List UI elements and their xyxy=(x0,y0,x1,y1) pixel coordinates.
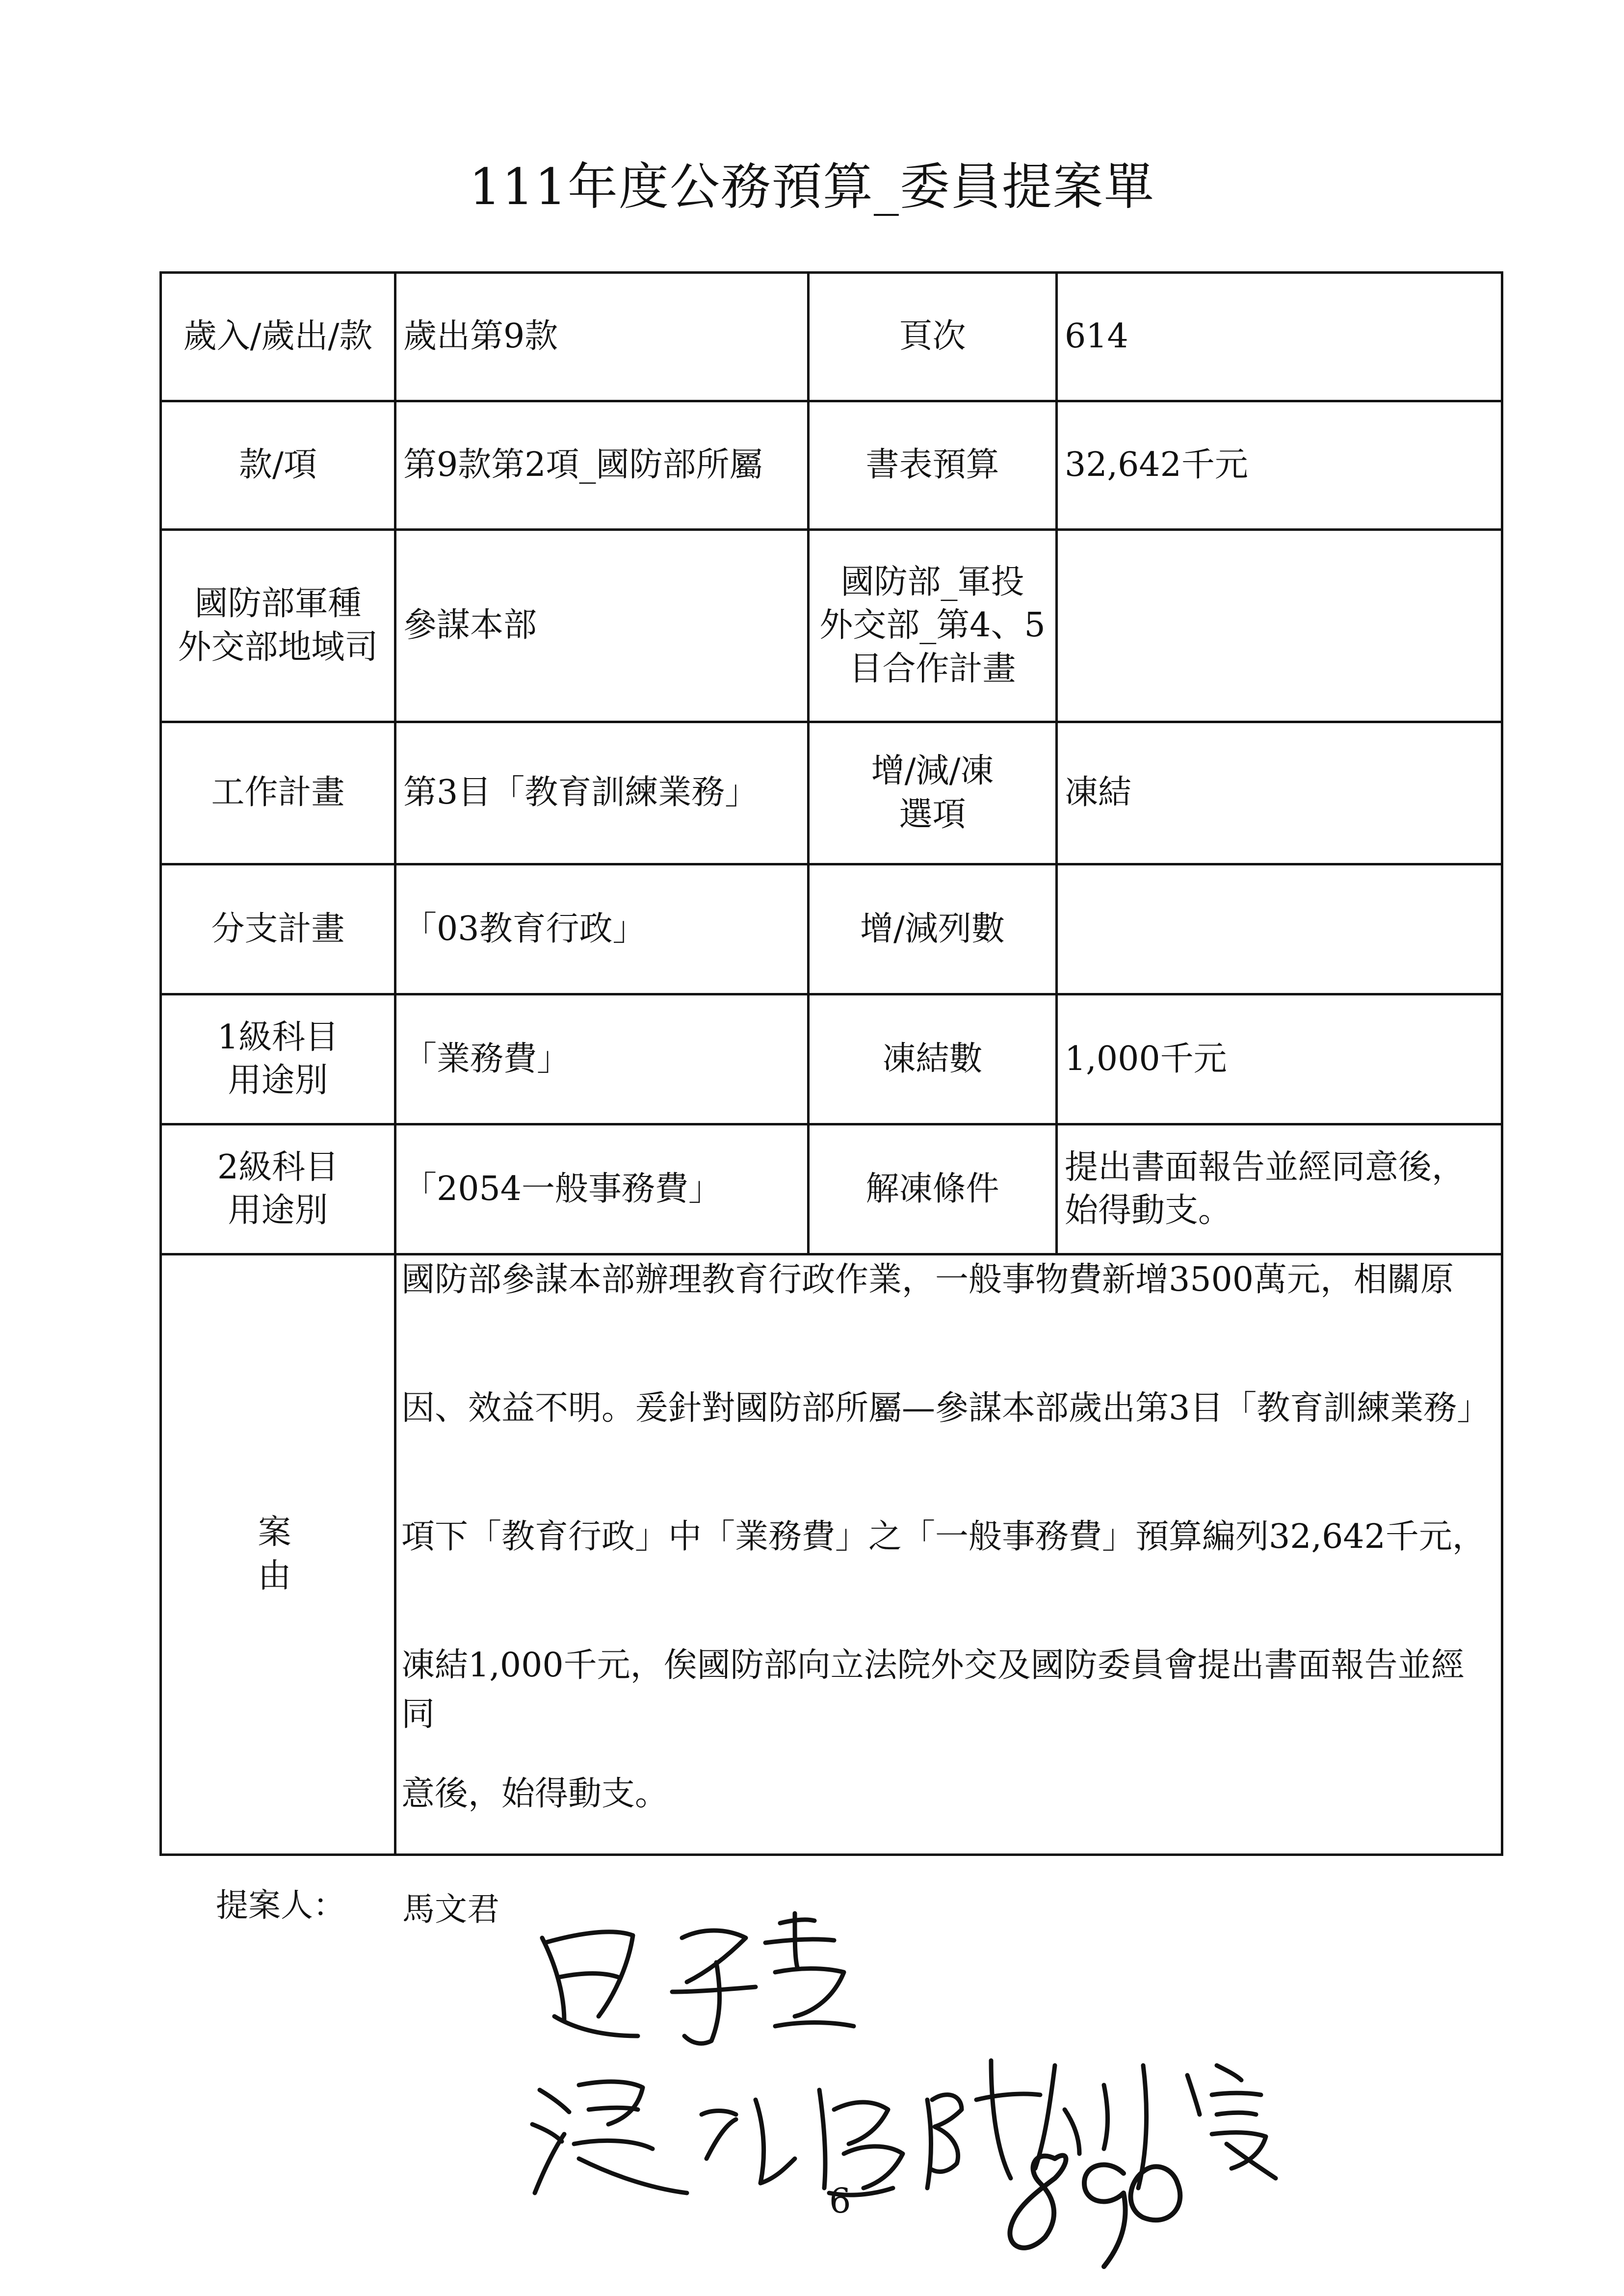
value-freeze-amount: 1,000千元 xyxy=(1057,994,1502,1124)
condition-line: 提出書面報告並經同意後， xyxy=(1065,1148,1466,1187)
document-title: 111年度公務預算_委員提案單 xyxy=(469,158,1155,216)
value-work-plan: 第3目「教育訓練業務」 xyxy=(395,722,809,864)
value-level2-subject: 「2054一般事務費」 xyxy=(395,1124,809,1254)
proposer-name: 馬文君 xyxy=(402,1890,499,1928)
reason-line: 凍結1,000千元，俟國防部向立法院外交及國防委員會提出書面報告並經同 xyxy=(401,1646,1465,1734)
value-budget-category: 歲出第9款 xyxy=(395,273,809,401)
label-line: 增/減/凍 xyxy=(871,752,994,791)
label-budget-category: 歲入/歲出/款 xyxy=(161,273,395,401)
label-adjust-amount: 增/減列數 xyxy=(809,864,1057,994)
signature-2 xyxy=(532,2082,903,2195)
label-line: 1級科目 xyxy=(217,1018,339,1057)
label-line: 選項 xyxy=(899,795,966,834)
value-branch-plan: 「03教育行政」 xyxy=(395,864,809,994)
label-stated-budget: 書表預算 xyxy=(809,401,1057,530)
label-line: 國防部_軍投 xyxy=(840,562,1024,601)
label-line: 用途別 xyxy=(228,1191,328,1230)
value-stated-budget: 32,642千元 xyxy=(1057,401,1502,530)
reason-line: 項下「教育行政」中「業務費」之「一般事務費」預算編列32,642千元， xyxy=(401,1517,1486,1556)
label-page: 頁次 xyxy=(809,273,1057,401)
page-number: 6 xyxy=(829,2181,851,2221)
label-line: 外交部_第4、5 xyxy=(819,606,1046,645)
handwritten-number-890 xyxy=(1010,2156,1180,2267)
label-section: 款/項 xyxy=(161,401,395,530)
signature-3 xyxy=(927,2061,1276,2188)
value-option: 凍結 xyxy=(1057,722,1502,864)
value-service-branch: 參謀本部 xyxy=(395,530,809,722)
proposer-label: 提案人： xyxy=(216,1886,345,1924)
value-page: 614 xyxy=(1057,273,1502,401)
reason-line: 因、效益不明。爰針對國防部所屬—參謀本部歲出第3目「教育訓練業務」 xyxy=(401,1389,1491,1428)
value-section: 第9款第2項_國防部所屬 xyxy=(395,401,809,530)
label-branch-plan: 分支計畫 xyxy=(161,864,395,994)
label-work-plan: 工作計畫 xyxy=(161,722,395,864)
label-line: 2級科目 xyxy=(217,1148,339,1187)
label-reason: 案由 xyxy=(161,1254,395,1855)
label-line: 用途別 xyxy=(228,1061,328,1100)
label-line: 目合作計畫 xyxy=(849,649,1016,688)
reason-line: 意後，始得動支。 xyxy=(401,1774,669,1813)
value-level1-subject: 「業務費」 xyxy=(395,994,809,1124)
signature-1 xyxy=(542,1913,854,2043)
label-freeze-amount: 凍結數 xyxy=(809,994,1057,1124)
label-line: 外交部地域司 xyxy=(178,627,378,667)
label-unfreeze-condition: 解凍條件 xyxy=(809,1124,1057,1254)
condition-line: 始得動支。 xyxy=(1065,1191,1232,1230)
label-line: 國防部軍種 xyxy=(194,584,362,624)
reason-line: 國防部參謀本部辦理教育行政作業，一般事物費新增3500萬元，相關原 xyxy=(401,1260,1454,1299)
